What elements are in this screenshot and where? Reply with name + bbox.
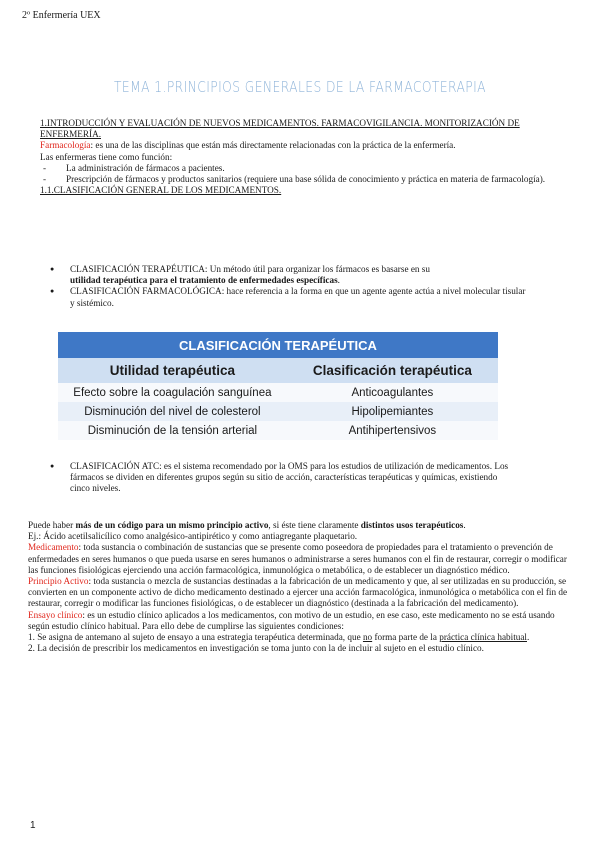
condicion-1 — [28, 632, 576, 643]
bullet-terapeutica — [46, 264, 526, 286]
condicion-2: 2. La decisión de prescribir los medicamentos en investigación se toma junto con la de incluir al sujeto en el estudio clínico. — [28, 643, 484, 654]
text: Puede haber — [28, 520, 76, 530]
bullet-text: : Un método útil para organizar los fármacos es basarse en su — [204, 264, 430, 274]
subsection-heading: 1.1.CLASIFICACIÓN GENERAL DE LOS MEDICAMENTOS. — [40, 185, 282, 196]
text: forma parte de la — [372, 632, 440, 643]
bullet-atc — [46, 461, 516, 495]
text: . — [463, 520, 466, 530]
bullet-text: : hace referencia a la forma en que un agente agente actúa a nivel molecular tisular y sistémico. — [70, 286, 526, 308]
bullet-farmacologica — [46, 286, 526, 308]
table-cell: Disminución de la tensión arterial — [58, 421, 287, 440]
bullet-text: : es el sistema recomendado por la OMS para los estudios de utilización de medicamentos. Los fármacos se dividen en diferentes grupos según su sitio de acción, características terapéuticas y químicas, existiendo cinco niveles. — [70, 461, 509, 494]
bullet-atc-wrap — [46, 461, 516, 495]
farmacologia-term: Farmacología — [40, 140, 91, 151]
farmacologia-definition — [40, 140, 560, 151]
body-text — [28, 520, 576, 654]
table-cell: Disminución del nivel de colesterol — [58, 402, 287, 421]
bullet-label: CLASIFICACIÓN ATC — [70, 461, 160, 471]
underlined-text: práctica clínica habitual — [439, 632, 527, 643]
text: . — [526, 632, 530, 643]
definition-text: : toda sustancia o combinación de sustancias que se presente como poseedora de propiedades para el tratamiento o prevención de enfermedades en seres humanos o que pueda usarse en seres humanos o administrarse a seres humanos con el fin de restaurar, corregir o modificar las funciones fisiológicas ejerciendo una acción farmacológica, inmunológica o metabólica, o de establecer un diagnóstico médico. — [28, 542, 567, 575]
table-cell: Efecto sobre la coagulación sanguínea — [58, 383, 287, 402]
table-cell: Antihipertensivos — [287, 421, 498, 440]
table-title: CLASIFICACIÓN TERAPÉUTICA — [58, 332, 498, 358]
table-row — [58, 421, 498, 440]
text: , si éste tiene claramente — [268, 520, 361, 530]
funcion-item: - La administración de fármacos a pacientes. — [40, 163, 560, 174]
bold-text: más de un código para un mismo principio activo — [75, 520, 269, 530]
ensayo-term: Ensayo clínico — [28, 609, 83, 620]
table-header-clasificacion: Clasificación terapéutica — [287, 358, 498, 383]
principio-term: Principio Activo — [28, 576, 89, 587]
page-title: TEMA 1.PRINCIPIOS GENERALES DE LA FARMACOTERAPIA — [114, 78, 486, 96]
table-row — [58, 402, 498, 421]
ejemplo-paragraph: Ej.: Ácido acetilsalicílico como analgésico-antipirético y como antiagregante plaquetario. — [28, 531, 358, 542]
page-header: 2º Enfermería UEX — [22, 10, 101, 21]
funcion-item: - Prescripción de fármacos y productos sanitarios (requiere una base sólida de conocimiento y práctica en materia de farmacología). — [40, 174, 560, 185]
bold-text: distintos usos terapéuticos — [360, 520, 464, 530]
medicamento-term: Medicamento — [28, 542, 79, 553]
bullet-label: CLASIFICACIÓN TERAPÉUTICA — [70, 264, 205, 274]
table-row — [58, 383, 498, 402]
bullet-bold-text: utilidad terapéutica para el tratamiento de enfermedades específicas — [70, 275, 338, 286]
definition-text: : es un estudio clínico aplicados a los medicamentos, con motivo de un estudio, en ese caso, este medicamento no se está usando según estudio clínico habitual. Para ello debe de cumplirse las siguientes condiciones: — [28, 609, 555, 631]
definition-text: : toda sustancia o mezcla de sustancias destinadas a la fabricación de un medicamento y que, al ser utilizadas en su producción, se convierten en un componente activo de dicho medicamento destinado a ejercer una acción farmacológica, inmunológica o metabólica con el fin de restaurar, corregir o modificar las funciones fisiológicas, o de establecer un diagnóstico (destinada a la fabricación del medicamento). — [28, 576, 568, 609]
principio-definition — [28, 576, 576, 610]
medicamento-definition — [28, 542, 576, 576]
classification-bullets — [46, 264, 526, 309]
ensayo-definition — [28, 610, 576, 632]
farmacologia-text: : es una de las disciplinas que están más directamente relacionadas con la práctica de la enfermería. — [90, 140, 456, 151]
table-cell: Anticoagulantes — [287, 383, 498, 402]
table-cell: Hipolipemiantes — [287, 402, 498, 421]
table-header-utilidad: Utilidad terapéutica — [58, 358, 287, 383]
underlined-text: no — [362, 632, 373, 643]
bullet-label: CLASIFICACIÓN FARMACOLÓGICA — [70, 286, 222, 297]
section-intro — [40, 118, 560, 196]
codigo-paragraph — [28, 520, 576, 531]
classification-table — [58, 332, 498, 440]
funcion-intro: Las enfermeras tiene como función: — [40, 151, 173, 162]
text: 1. Se asigna de antemano al sujeto de ensayo a una estrategia terapéutica determinada, que — [28, 632, 363, 643]
page-number: 1 — [30, 820, 36, 831]
bullet-text: . — [337, 275, 340, 286]
section-heading: 1.INTRODUCCIÓN Y EVALUACIÓN DE NUEVOS MEDICAMENTOS. FARMACOVIGILANCIA. MONITORIZACIÓN DE ENFERMERÍA. — [40, 118, 520, 140]
